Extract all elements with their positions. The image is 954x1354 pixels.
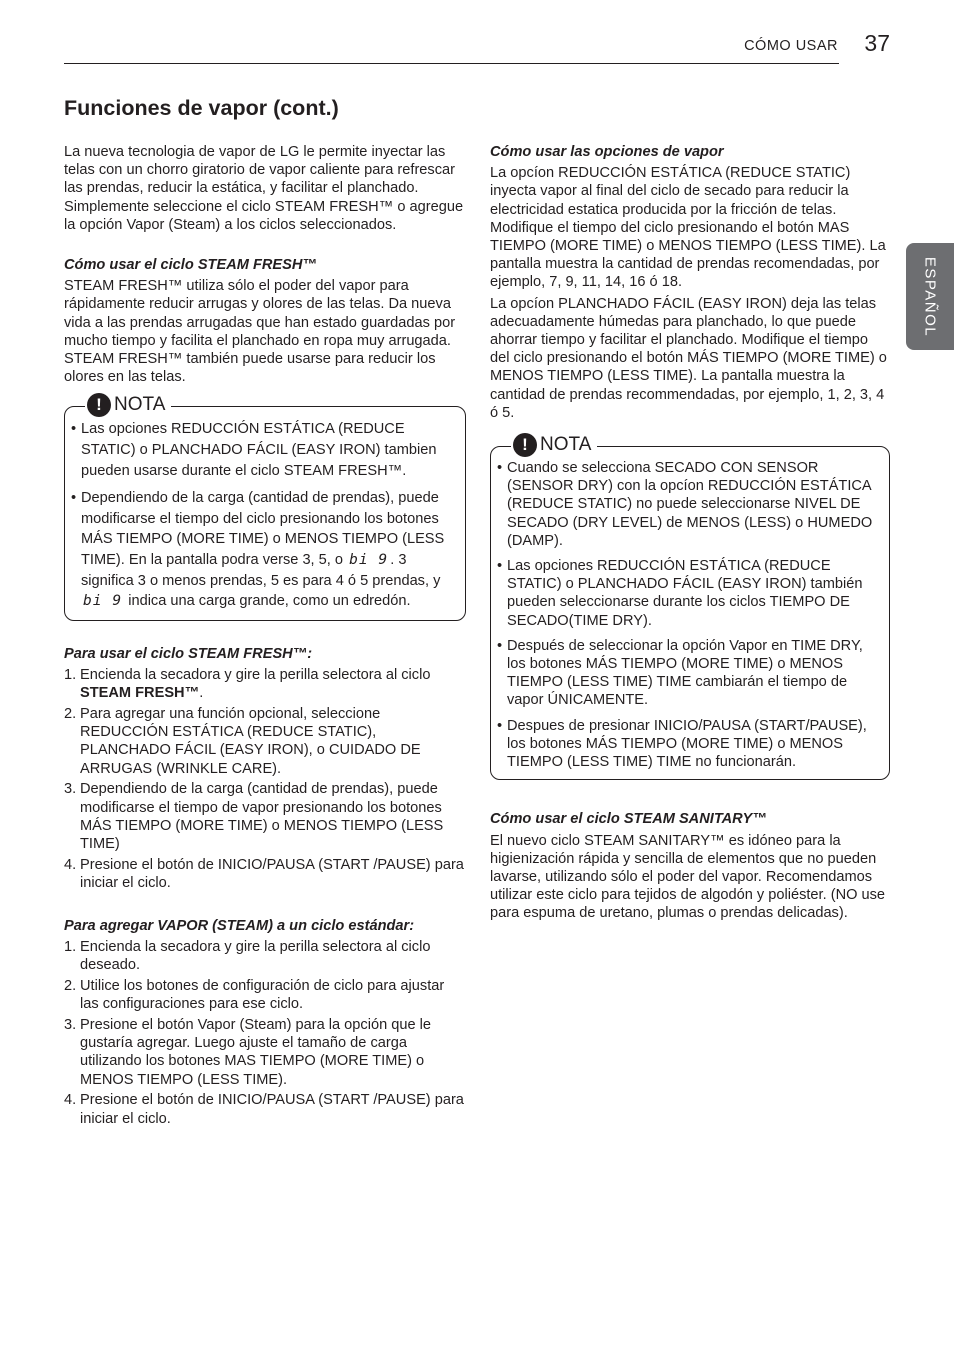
intro-paragraph: La nueva tecnologia de vapor de LG le permite inyectar las telas con un chorro giratorio de vapor caliente para refrescar las prendas, reducir la estática, y facilitar el planchado. Simplemente seleccione el ciclo STEAM FRESH™ o agregue la opción Vapor (Steam) a los ciclos seleccionados.	[64, 144, 464, 233]
list-item: 1. Encienda la secadora y gire la perilla selectora al ciclo STEAM FRESH™.	[64, 666, 431, 702]
list-item: 1. Encienda la secadora y gire la perilla selectora al ciclo deseado.	[64, 939, 431, 974]
add-steam-heading: Para agregar VAPOR (STEAM) a un ciclo estándar:	[64, 917, 415, 934]
use-steam-fresh-steps	[64, 666, 466, 892]
note-item: • Las opciones REDUCCIÓN ESTÁTICA (REDUCE STATIC) o PLANCHADO FÁCIL (EASY IRON) también pueden seleccionarse durante los ciclos TIEMPO DE SECADO(TIME DRY).	[497, 557, 883, 630]
list-item: 4. Presione el botón de INICIO/PAUSA (START /PAUSE) para iniciar el ciclo.	[64, 1092, 464, 1127]
list-item: 3. Presione el botón Vapor (Steam) para la opción que le gustaría agregar. Luego ajuste el tamaño de carga utilizando los botones MAS TIEMPO (MORE TIME) o MENOS TIEMPO (LESS TIME).	[64, 1017, 432, 1088]
note-label	[85, 393, 171, 417]
warning-icon: !	[513, 433, 537, 457]
running-head: CÓMO USAR	[744, 38, 838, 54]
add-steam-steps	[64, 938, 466, 1128]
list-item: 3. Dependiendo de la carga (cantidad de prendas), puede modificarse el tiempo de vapor presionando los botones MÁS TIEMPO (MORE TIME) o MENOS TIEMPO (LESS TIME)	[64, 781, 444, 852]
list-item: 2. Para agregar una función opcional, seleccione REDUCCIÓN ESTÁTICA (REDUCE STATIC), PLANCHADO FÁCIL (EASY IRON), o CUIDADO DE ARRUGAS (WRINKLE CARE).	[64, 705, 421, 777]
use-steam-fresh-heading: Para usar el ciclo STEAM FRESH™:	[64, 645, 313, 662]
steam-fresh-heading: Cómo usar el ciclo STEAM FRESH™	[64, 257, 318, 274]
list-item: 4. Presione el botón de INICIO/PAUSA (START /PAUSE) para iniciar el ciclo.	[64, 856, 464, 891]
steam-options-heading: Cómo usar las opciones de vapor	[490, 144, 724, 160]
right-column	[490, 143, 890, 923]
warning-icon: !	[87, 393, 111, 417]
note-box-right	[490, 434, 890, 780]
easy-iron-paragraph: La opcíon PLANCHADO FÁCIL (EASY IRON) deja las telas adecuadamente húmedas para planchado, lo que puede ahorrar tiempo y facilitar el planchado. Modifique el tiempo del ciclo presionando el botón MÁS TIEMPO (MORE TIME) o MENOS TIEMPO (LESS TIME). La pantalla muestra la cantidad de prendas recommendadas, por ejemplo, 1, 2, 3, 4 ó 5.	[490, 295, 887, 421]
note-item: • Después de seleccionar la opción Vapor en TIME DRY, los botones MÁS TIEMPO (MORE TIME) o MENOS TIEMPO (LESS TIME) TIME cambiarán el tiempo de vapor ÚNICAMENTE.	[497, 637, 883, 710]
page-number: 37	[864, 30, 890, 56]
note-item: • Despues de presionar INICIO/PAUSA (START/PAUSE), los botones MÁS TIEMPO (MORE TIME) o MENOS TIEMPO (LESS TIME) TIME no funcionarán.	[497, 717, 883, 772]
language-tab-label: ESPAÑOL	[921, 256, 939, 337]
note-item: • Las opciones REDUCCIÓN ESTÁTICA (REDUCE STATIC) o PLANCHADO FÁCIL (EASY IRON) tambien pueden usarse durante el ciclo STEAM FRESH™.	[71, 419, 459, 481]
note-box-left	[64, 394, 466, 620]
note-label-text: NOTA	[114, 394, 166, 416]
note-item: • Cuando se selecciona SECADO CON SENSOR (SENSOR DRY) con la opcíon REDUCCIÓN ESTÁTICA (REDUCE STATIC) no puede seleccionarse NIVEL DE SECADO (DRY LEVEL) de MENOS (LESS) o HUMEDO (DAMP).	[497, 459, 883, 550]
display-big-readout: bi 9	[83, 592, 123, 610]
left-column	[64, 143, 466, 1130]
page-title: Funciones de vapor (cont.)	[64, 96, 339, 120]
header-rule	[64, 63, 839, 64]
list-item: 2. Utilice los botones de configuración de ciclo para ajustar las configuraciones para ese ciclo.	[64, 978, 445, 1013]
note-label-text: NOTA	[540, 434, 592, 456]
note-item: • Dependiendo de la carga (cantidad de prendas), puede modificarse el tiempo del ciclo presionando los botones MÁS TIEMPO (MORE TIME) o MENOS TIEMPO (LESS TIME). En la pantalla podra verse 3, 5, o bi 9 . 3 significa 3 o menos prendas, 5 es para 4 ó 5 prendas, y bi 9 indica una carga grande, como un edredón.	[71, 488, 459, 612]
steam-sanitary-paragraph: El nuevo ciclo STEAM SANITARY™ es idóneo para la higienización rápida y sencilla de elementos que no pueden lavarse, utilizando sólo el poder del vapor. Recomendamos utilizar este ciclo para tejidos de algodón y poliéster. (NO use para espuma de uretano, plumas o prendas delicadas).	[490, 832, 886, 922]
steam-fresh-paragraph: STEAM FRESH™ utiliza sólo el poder del vapor para rápidamente reducir arrugas y olores de las telas. Da nueva vida a las prendas arrugadas que han estado guardadas por mucho tiempo y facilita el planchado en ropa muy arrugada. STEAM FRESH™ también puede usarse para reducir los olores en las telas.	[64, 278, 456, 386]
steam-sanitary-heading: Cómo usar el ciclo STEAM SANITARY™	[490, 811, 767, 828]
reduce-static-paragraph: La opcíon REDUCCIÓN ESTÁTICA (REDUCE STATIC) inyecta vapor al final del ciclo de secado para reducir la electricidad estatica producida por la fricción de telas. Modifique el tiempo del ciclo presionando el botón MAS TIEMPO (MORE TIME) o MENOS TIEMPO (LESS TIME). La pantalla muestra la cantidad de prendas recomendadas, por ejemplo, 7, 9, 11, 14, 16 ó 18.	[490, 165, 886, 291]
language-tab	[906, 243, 954, 350]
display-big-readout: bi 9	[349, 551, 389, 568]
note-label	[511, 433, 597, 457]
